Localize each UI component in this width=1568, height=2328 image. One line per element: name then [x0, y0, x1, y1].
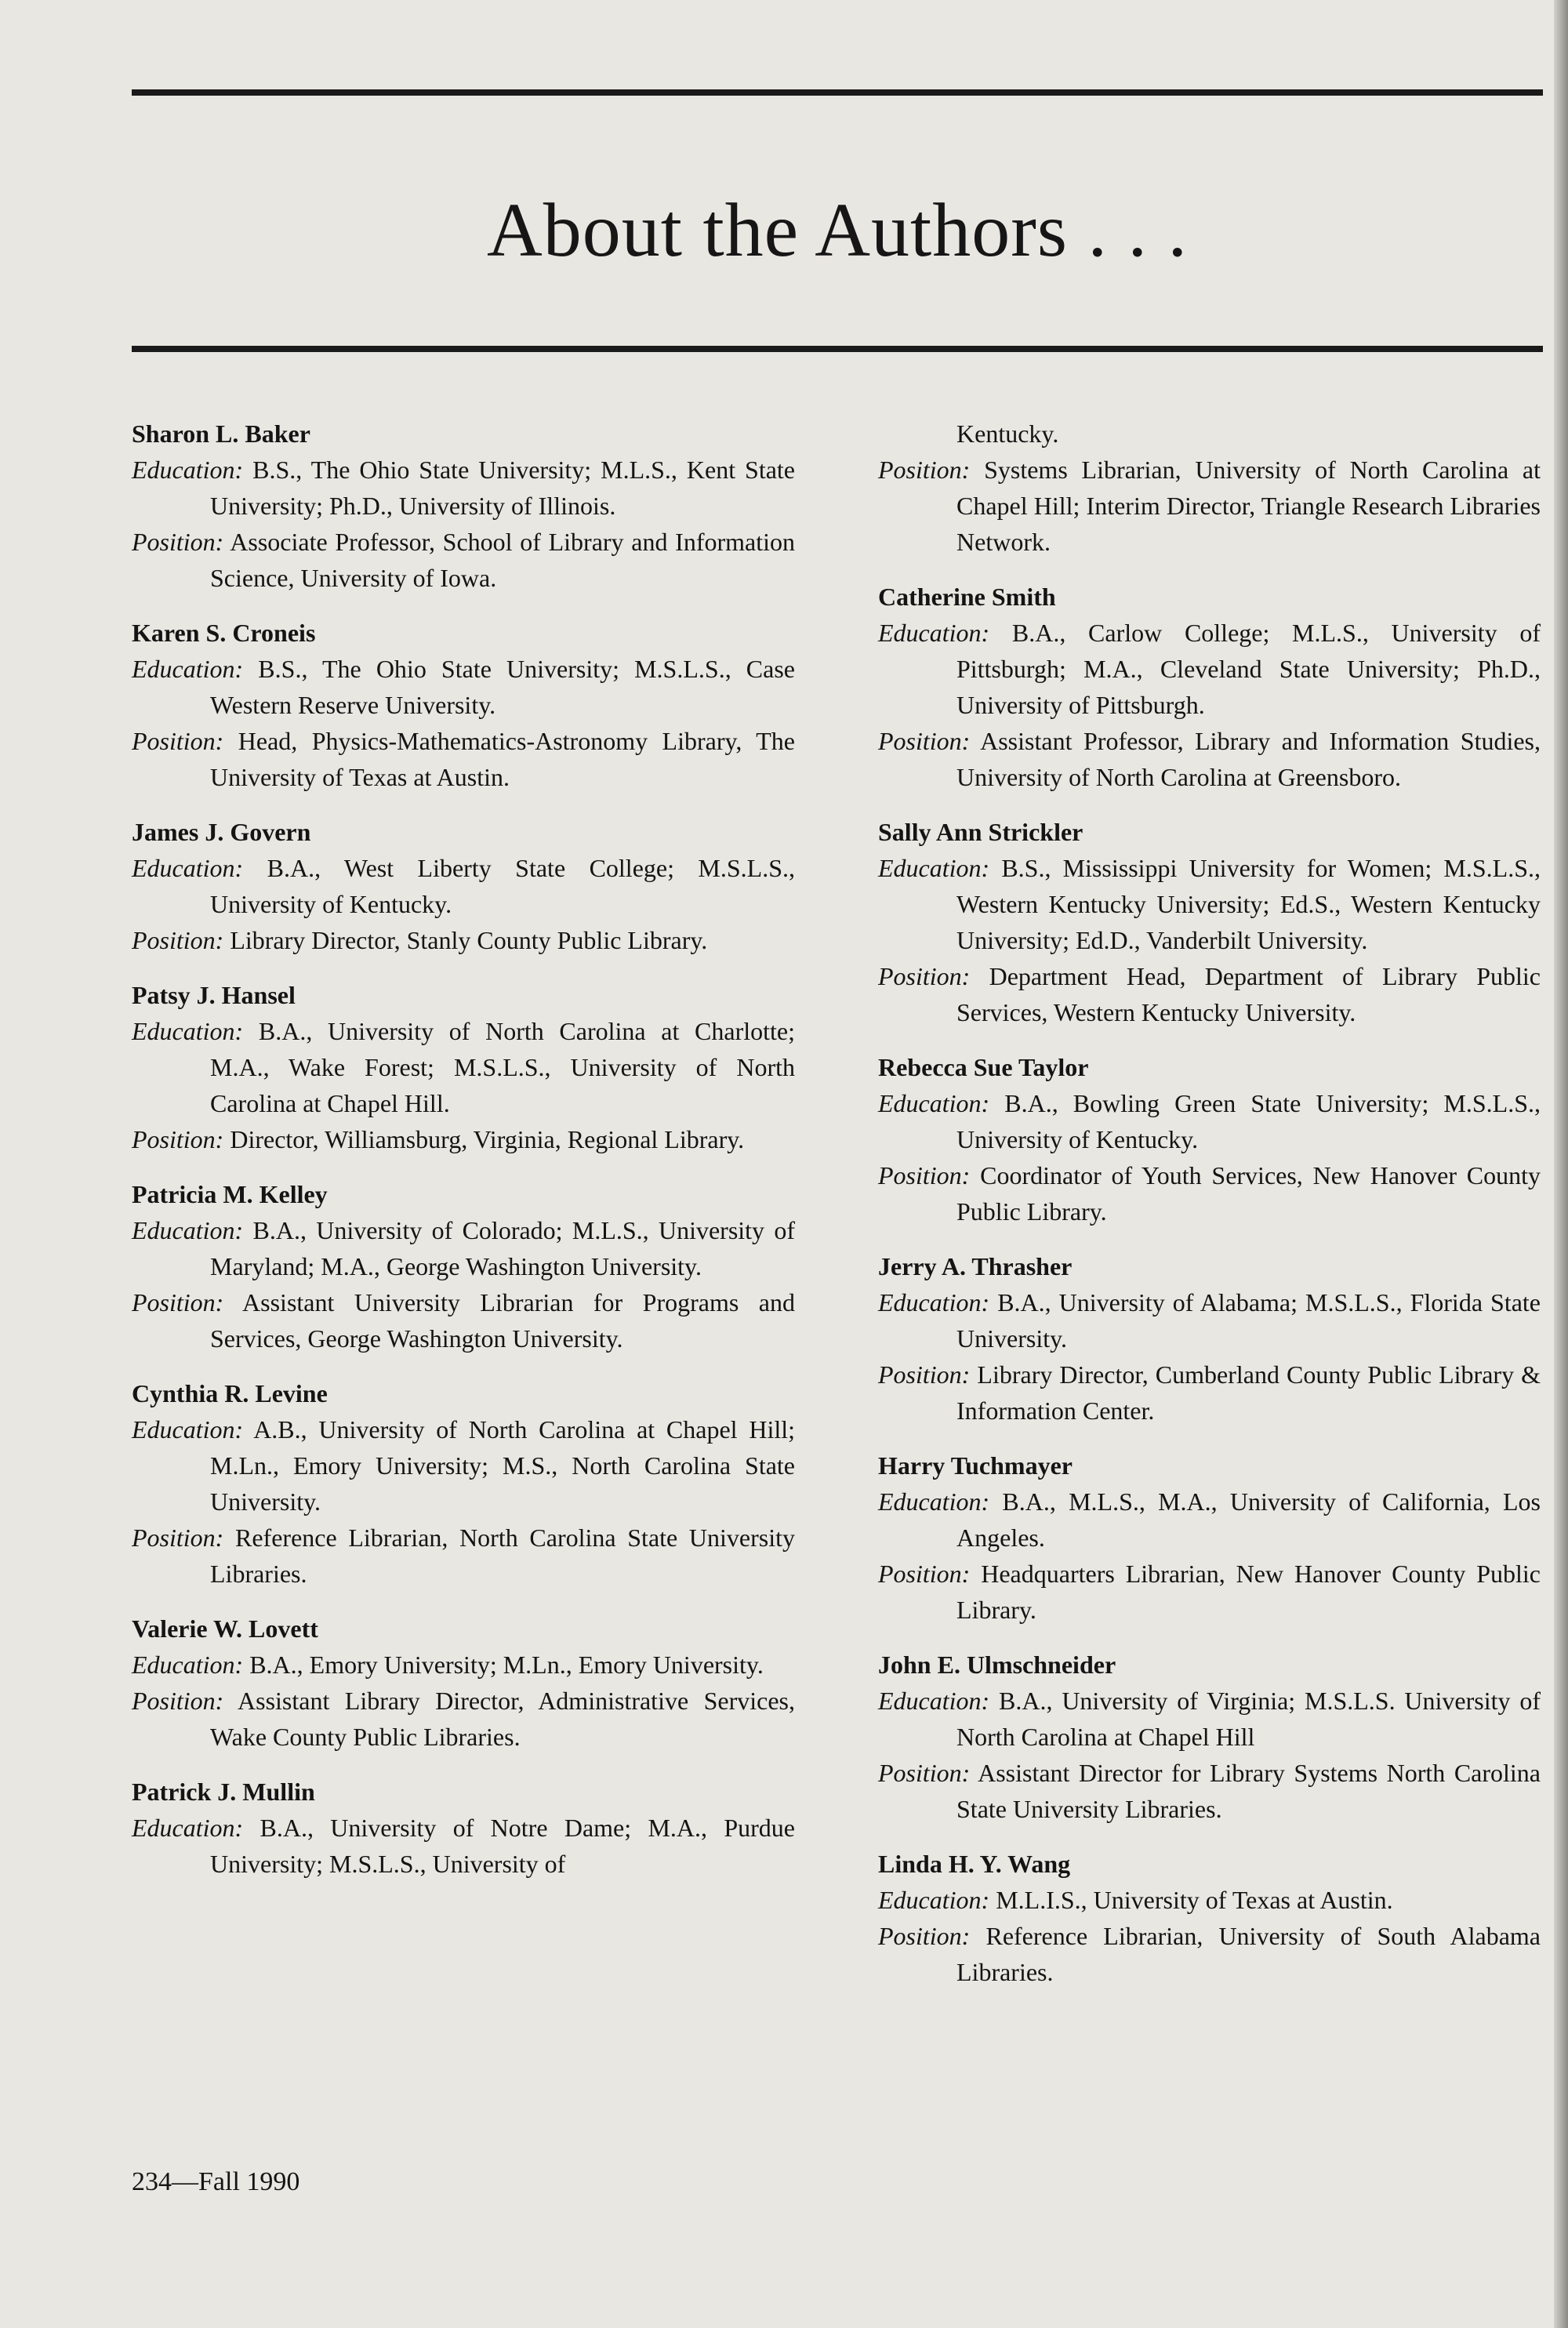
author-position: Position: Director, Williamsburg, Virginia, Regional Library.: [132, 1125, 745, 1153]
author-position: Position: Reference Librarian, North Carolina State University Libraries.: [132, 1524, 795, 1588]
author-entry: [132, 1176, 795, 1356]
author-name: Jerry A. Thrasher: [878, 1252, 1073, 1280]
author-name: Harry Tuchmayer: [878, 1451, 1073, 1480]
author-position: Position: Assistant University Librarian for Programs and Services, George Washington University.: [132, 1288, 796, 1353]
author-entry: [132, 416, 795, 596]
author-education-continued: Kentucky.: [956, 419, 1059, 448]
author-education: Education: B.A., University of Virginia; M.S.L.S. University of North Carolina at Chapel Hill: [878, 1687, 1541, 1751]
author-education: Education: B.A., Carlow College; M.L.S., University of Pittsburgh; M.A., Cleveland State University; Ph.D., University of Pittsburgh.: [878, 619, 1541, 719]
author-education: Education: B.S., The Ohio State University; M.L.S., Kent State University; Ph.D., University of Illinois.: [132, 456, 796, 520]
author-position: Position: Associate Professor, School of Library and Information Science, University of Iowa.: [132, 528, 796, 592]
author-position: Position: Reference Librarian, University of South Alabama Libraries.: [878, 1922, 1541, 1986]
author-position: Position: Library Director, Stanly County Public Library.: [132, 926, 708, 954]
author-entry-continued: [878, 416, 1541, 560]
page-footer: 234—Fall 1990: [132, 2167, 300, 2196]
author-name: Patsy J. Hansel: [132, 981, 296, 1009]
author-name: Cynthia R. Levine: [132, 1379, 328, 1407]
author-position: Position: Assistant Library Director, Administrative Services, Wake County Public Libraries.: [132, 1687, 796, 1751]
author-entry: [878, 1846, 1541, 1990]
author-entry: [878, 1447, 1541, 1628]
author-entry: [878, 579, 1541, 795]
right-column: [878, 416, 1541, 2009]
author-position: Position: Department Head, Department of Library Public Services, Western Kentucky University.: [878, 962, 1541, 1026]
author-position: Position: Systems Librarian, University of North Carolina at Chapel Hill; Interim Director, Triangle Research Libraries Network.: [878, 456, 1541, 556]
author-position: Position: Headquarters Librarian, New Hanover County Public Library.: [878, 1560, 1541, 1624]
author-education: Education: M.L.I.S., University of Texas at Austin.: [878, 1886, 1393, 1914]
author-entry: [132, 615, 795, 795]
author-position: Position: Coordinator of Youth Services, New Hanover County Public Library.: [878, 1161, 1541, 1226]
title-rule-bottom: [132, 346, 1543, 352]
author-name: Sharon L. Baker: [132, 419, 310, 448]
author-entry: [878, 1049, 1541, 1229]
author-entry: [878, 1248, 1541, 1429]
author-entry: [132, 1611, 795, 1755]
author-education: Education: B.A., University of Colorado; M.L.S., University of Maryland; M.A., George Washington University.: [132, 1216, 795, 1280]
author-education: Education: B.A., West Liberty State College; M.S.L.S., University of Kentucky.: [132, 854, 796, 918]
author-education: Education: B.A., University of Notre Dame; M.A., Purdue University; M.S.L.S., University of: [132, 1814, 796, 1878]
author-position: Position: Head, Physics-Mathematics-Astronomy Library, The University of Texas at Austin.: [132, 727, 796, 791]
author-education: Education: B.S., The Ohio State University; M.S.L.S., Case Western Reserve University.: [132, 655, 796, 719]
author-education: Education: B.A., M.L.S., M.A., University of California, Los Angeles.: [878, 1487, 1541, 1552]
author-position: Position: Assistant Director for Library Systems North Carolina State University Libraries.: [878, 1759, 1541, 1823]
author-position: Position: Library Director, Cumberland County Public Library & Information Center.: [878, 1360, 1541, 1425]
author-entry: [878, 814, 1541, 1030]
author-education: Education: A.B., University of North Carolina at Chapel Hill; M.Ln., Emory University; M.S., North Carolina State University.: [132, 1415, 795, 1516]
author-name: Karen S. Croneis: [132, 619, 316, 647]
author-name: Valerie W. Lovett: [132, 1614, 318, 1643]
author-name: Linda H. Y. Wang: [878, 1850, 1071, 1878]
author-name: Rebecca Sue Taylor: [878, 1053, 1089, 1081]
page-edge-shadow: [1554, 0, 1568, 2328]
author-entry: [132, 1774, 795, 1882]
author-education: Education: B.A., Emory University; M.Ln., Emory University.: [132, 1651, 764, 1679]
author-entry: [132, 1375, 795, 1592]
author-entry: [132, 814, 795, 958]
author-name: Catherine Smith: [878, 583, 1056, 611]
author-name: John E. Ulmschneider: [878, 1651, 1116, 1679]
left-column: [132, 416, 795, 1901]
author-education: Education: B.A., University of North Carolina at Charlotte; M.A., Wake Forest; M.S.L.S., University of North Carolina at Chapel Hill.: [132, 1017, 795, 1117]
author-entry: [878, 1647, 1541, 1827]
author-entry: [132, 977, 795, 1157]
title-rule-top: [132, 89, 1543, 96]
author-name: Sally Ann Strickler: [878, 818, 1083, 846]
author-name: James J. Govern: [132, 818, 311, 846]
author-education: Education: B.A., Bowling Green State University; M.S.L.S., University of Kentucky.: [878, 1089, 1541, 1153]
author-education: Education: B.S., Mississippi University for Women; M.S.L.S., Western Kentucky University; Ed.S., Western Kentucky University; Ed.D., Vanderbilt University.: [878, 854, 1541, 954]
author-position: Position: Assistant Professor, Library and Information Studies, University of North Carolina at Greensboro.: [878, 727, 1541, 791]
author-name: Patrick J. Mullin: [132, 1778, 315, 1806]
author-name: Patricia M. Kelley: [132, 1180, 328, 1208]
author-education: Education: B.A., University of Alabama; M.S.L.S., Florida State University.: [878, 1288, 1541, 1353]
page-title: About the Authors . . .: [486, 188, 1189, 273]
